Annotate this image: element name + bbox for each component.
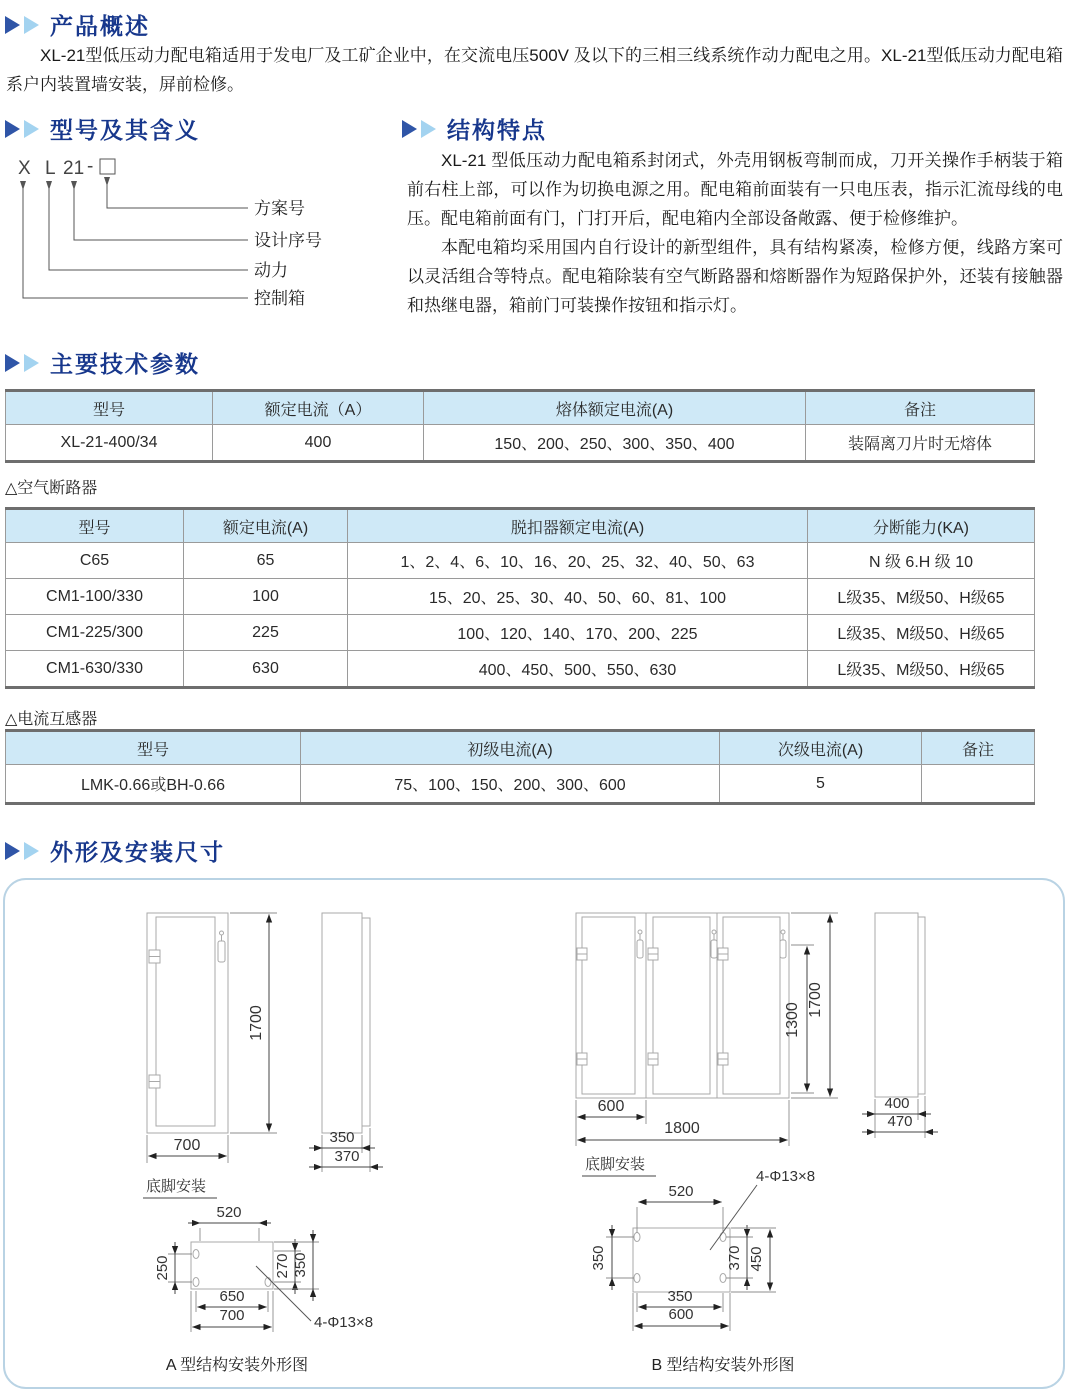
column-header: 次级电流(A)	[720, 731, 922, 765]
cell: 150、200、250、300、350、400	[424, 425, 806, 462]
dim-b-plan-top: 520	[668, 1183, 694, 1200]
cell: 630	[184, 651, 348, 688]
down-arrow-icon	[46, 181, 52, 190]
dim-a-depth1: 350	[329, 1129, 355, 1146]
model-callout-lines	[20, 177, 248, 298]
overview-paragraph	[6, 41, 1063, 99]
dim-b-plan-right2: 450	[748, 1246, 765, 1272]
table-row	[6, 651, 1035, 688]
breaker-table-caption: △空气断路器	[5, 480, 98, 497]
heading-arrow-icon	[402, 120, 417, 138]
model-code	[18, 156, 115, 179]
cell: CM1-225/300	[6, 615, 184, 651]
cell: L级35、M级50、H级65	[808, 579, 1035, 615]
dim-b-height2: 1700	[807, 982, 824, 1018]
column-header: 备注	[806, 391, 1035, 425]
cell: 装隔离刀片时无熔体	[806, 425, 1035, 462]
breaker-table	[5, 507, 1035, 689]
cell: 75、100、150、200、300、600	[301, 765, 720, 804]
table-header-row	[6, 391, 1035, 425]
dim-b-plan-right1: 370	[726, 1245, 743, 1271]
scheme-box-glyph	[100, 159, 115, 174]
cell	[922, 765, 1035, 804]
cell: 5	[720, 765, 922, 804]
table-header-row	[6, 731, 1035, 765]
figure-a-caption: A 型结构安装外形图	[165, 1357, 309, 1374]
cell: N 级 6.H 级 10	[808, 543, 1035, 579]
cell: XL-21-400/34	[6, 425, 213, 462]
model-code-part: 21	[63, 158, 85, 179]
holes-label-b: 4-Φ13×8	[756, 1168, 816, 1185]
heading-arrow-icon	[24, 354, 39, 372]
cell: 400	[213, 425, 424, 462]
model-label-power: 动力	[254, 261, 288, 280]
model-label-scheme: 方案号	[254, 199, 305, 218]
mount-label-b: 底脚安装	[585, 1156, 646, 1173]
params-title: 主要技术参数	[50, 351, 200, 377]
heading-arrow-icon	[5, 120, 20, 138]
cell: 65	[184, 543, 348, 579]
model-title: 型号及其含义	[50, 117, 200, 143]
table-row	[6, 615, 1035, 651]
overview-heading	[5, 8, 150, 41]
dim-b-depth2: 470	[887, 1113, 913, 1130]
column-header: 初级电流(A)	[301, 731, 720, 765]
table-row	[6, 765, 1035, 804]
cell: 100	[184, 579, 348, 615]
column-header: 额定电流（A）	[213, 391, 424, 425]
cell: CM1-630/330	[6, 651, 184, 688]
heading-arrow-icon	[5, 354, 20, 372]
dim-a-height: 1700	[248, 1005, 265, 1041]
dim-a-plan-right2: 350	[292, 1252, 309, 1278]
cell: 15、20、25、30、40、50、60、81、100	[348, 579, 808, 615]
figure-b-caption: B 型结构安装外形图	[651, 1357, 795, 1374]
cell: 1、2、4、6、10、16、20、25、32、40、50、63	[348, 543, 808, 579]
cell: 400、450、500、550、630	[348, 651, 808, 688]
column-header: 备注	[922, 731, 1035, 765]
params-heading	[5, 346, 200, 379]
column-header: 型号	[6, 731, 301, 765]
dim-b-height1: 1300	[784, 1002, 801, 1038]
heading-arrow-icon	[24, 120, 39, 138]
model-label-control: 控制箱	[254, 289, 305, 308]
main-params-table	[5, 389, 1035, 463]
dim-b-width1: 600	[597, 1098, 625, 1115]
overview-body: XL-21型低压动力配电箱适用于发电厂及工矿企业中，在交流电压500V 及以下的三相三线系统作动力配电之用。XL-21型低压动力配电箱系户内装置墙安装，屏前检修。	[6, 46, 1063, 94]
structure-heading	[402, 112, 547, 145]
holes-label-a: 4-Φ13×8	[314, 1314, 374, 1331]
table-row	[6, 425, 1035, 462]
model-heading	[5, 112, 200, 145]
dim-b-depth1: 400	[884, 1095, 910, 1112]
heading-arrow-icon	[5, 842, 20, 860]
model-code-diagram	[6, 148, 406, 323]
table-header-row	[6, 509, 1035, 543]
cell: L级35、M级50、H级65	[808, 615, 1035, 651]
dim-a-plan-top: 520	[216, 1204, 242, 1221]
cell: LMK-0.66或BH-0.66	[6, 765, 301, 804]
structure-paragraphs	[407, 146, 1063, 320]
dim-a-width: 700	[173, 1137, 201, 1154]
cell: CM1-100/330	[6, 579, 184, 615]
heading-arrow-icon	[24, 16, 39, 34]
model-code-part: X	[18, 158, 31, 179]
structure-title: 结构特点	[447, 117, 547, 143]
dimension-drawings	[0, 876, 1070, 1394]
dim-b-plan-bottom1: 350	[667, 1288, 693, 1305]
cell: 100、120、140、170、200、225	[348, 615, 808, 651]
heading-arrow-icon	[24, 842, 39, 860]
model-label-design: 设计序号	[254, 231, 322, 250]
dim-b-plan-left: 350	[590, 1245, 607, 1271]
down-arrow-icon	[71, 181, 77, 190]
column-header: 熔体额定电流(A)	[424, 391, 806, 425]
cell: 225	[184, 615, 348, 651]
down-arrow-icon	[104, 177, 110, 186]
column-header: 额定电流(A)	[184, 509, 348, 543]
dim-b-plan-bottom2: 600	[668, 1306, 694, 1323]
dimensions-heading	[5, 834, 225, 867]
column-header: 型号	[6, 391, 213, 425]
cell: C65	[6, 543, 184, 579]
ct-table-caption: △电流互感器	[5, 711, 98, 728]
model-code-part: -	[87, 156, 94, 177]
down-arrow-icon	[20, 181, 26, 190]
dim-a-plan-right1: 270	[274, 1253, 291, 1279]
model-code-part: L	[45, 158, 56, 179]
column-header: 型号	[6, 509, 184, 543]
table-row	[6, 579, 1035, 615]
ct-table	[5, 729, 1035, 805]
dim-b-width2: 1800	[664, 1120, 700, 1137]
heading-arrow-icon	[5, 16, 20, 34]
table-row	[6, 543, 1035, 579]
dim-a-plan-bottom2: 700	[219, 1307, 245, 1324]
heading-arrow-icon	[421, 120, 436, 138]
dimensions-title: 外形及安装尺寸	[50, 839, 225, 865]
structure-p1: XL-21 型低压动力配电箱系封闭式，外壳用钢板弯制而成，刀开关操作手柄装于箱前右柱上部，可以作为切换电源之用。配电箱前面装有一只电压表，指示汇流母线的电压。配电箱前面有门，门打开后，配电箱内全部设备敞露、便于检修维护。	[407, 151, 1063, 228]
overview-title: 产品概述	[50, 13, 150, 39]
column-header: 脱扣器额定电流(A)	[348, 509, 808, 543]
cell: L级35、M级50、H级65	[808, 651, 1035, 688]
column-header: 分断能力(KA)	[808, 509, 1035, 543]
dim-a-depth2: 370	[334, 1148, 360, 1165]
mount-label-a: 底脚安装	[146, 1178, 207, 1195]
dim-a-plan-left: 250	[154, 1255, 171, 1281]
structure-p2: 本配电箱均采用国内自行设计的新型组件，具有结构紧凑，检修方便，线路方案可以灵活组合等特点。配电箱除装有空气断路器和熔断器作为短路保护外，还装有接触器和热继电器，箱前门可装操作按钮和指示灯。	[407, 238, 1063, 315]
dim-a-plan-bottom1: 650	[219, 1288, 245, 1305]
